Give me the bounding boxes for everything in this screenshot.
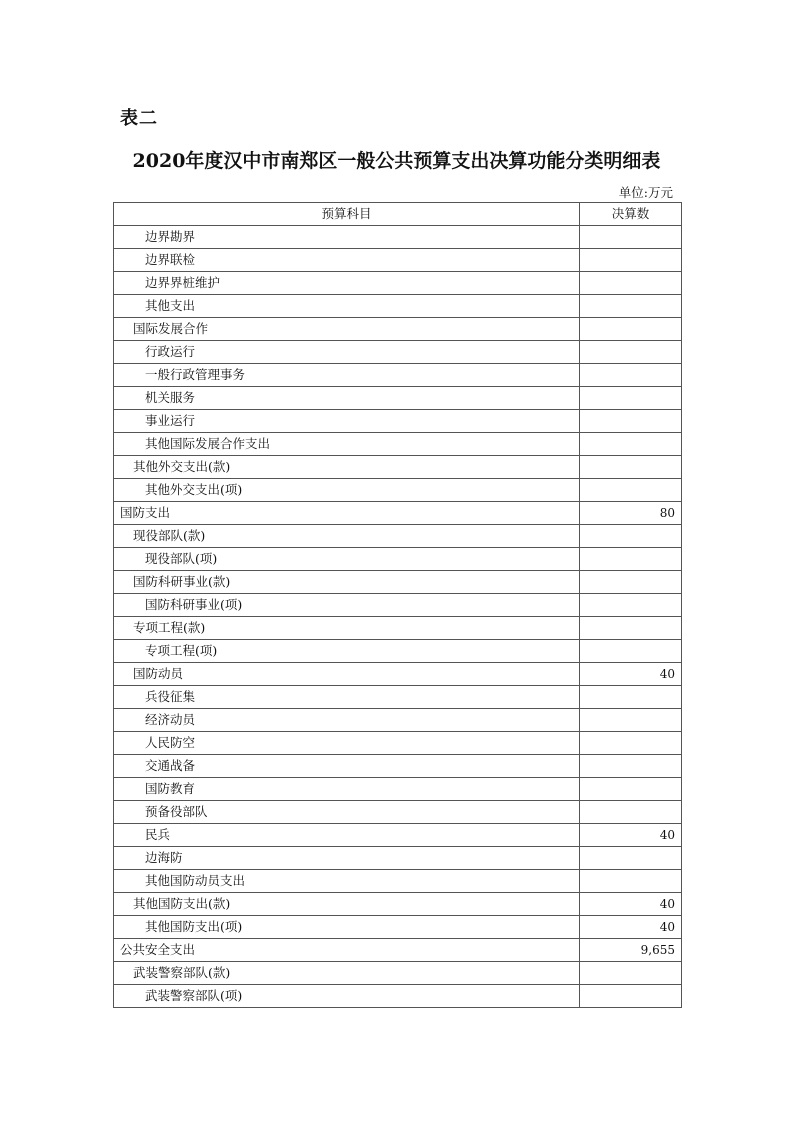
budget-item-name: 行政运行 xyxy=(114,341,580,364)
budget-item-name: 边界联检 xyxy=(114,249,580,272)
final-amount-value: 9,655 xyxy=(580,939,682,962)
unit-note: 单位:万元 xyxy=(618,185,673,200)
budget-item-name: 国际发展合作 xyxy=(114,318,580,341)
budget-item-name: 其他支出 xyxy=(114,295,580,318)
table-row xyxy=(114,824,682,847)
table-row xyxy=(114,893,682,916)
final-amount-value: 80 xyxy=(580,502,682,525)
budget-item-name: 专项工程(项) xyxy=(114,640,580,663)
budget-item-name: 其他国防支出(款) xyxy=(114,893,580,916)
budget-item-name: 其他国防支出(项) xyxy=(114,916,580,939)
table-row xyxy=(114,479,682,502)
table-row xyxy=(114,364,682,387)
budget-item-name: 其他国际发展合作支出 xyxy=(114,433,580,456)
final-amount-value xyxy=(580,410,682,433)
table-row xyxy=(114,985,682,1008)
final-amount-value xyxy=(580,387,682,410)
table-row xyxy=(114,387,682,410)
table-row xyxy=(114,640,682,663)
final-amount-value xyxy=(580,985,682,1008)
budget-item-name: 专项工程(款) xyxy=(114,617,580,640)
budget-item-name: 兵役征集 xyxy=(114,686,580,709)
budget-item-name: 武装警察部队(款) xyxy=(114,962,580,985)
table-row xyxy=(114,962,682,985)
budget-item-name: 国防科研事业(项) xyxy=(114,594,580,617)
final-amount-value: 40 xyxy=(580,916,682,939)
table-row xyxy=(114,755,682,778)
final-amount-value xyxy=(580,525,682,548)
final-amount-value xyxy=(580,571,682,594)
table-row xyxy=(114,341,682,364)
final-amount-value xyxy=(580,709,682,732)
budget-item-name: 国防支出 xyxy=(114,502,580,525)
final-amount-value: 40 xyxy=(580,824,682,847)
table-header-row xyxy=(114,203,682,226)
budget-item-name: 预备役部队 xyxy=(114,801,580,824)
budget-item-name: 一般行政管理事务 xyxy=(114,364,580,387)
budget-item-name: 其他外交支出(款) xyxy=(114,456,580,479)
table-row xyxy=(114,870,682,893)
final-amount-value xyxy=(580,778,682,801)
table-row xyxy=(114,502,682,525)
table-row xyxy=(114,686,682,709)
table-row xyxy=(114,272,682,295)
table-row xyxy=(114,295,682,318)
final-amount-value xyxy=(580,456,682,479)
table-row xyxy=(114,939,682,962)
budget-item-name: 现役部队(款) xyxy=(114,525,580,548)
budget-item-name: 边界界桩维护 xyxy=(114,272,580,295)
budget-item-name: 边海防 xyxy=(114,847,580,870)
budget-item-name: 边界勘界 xyxy=(114,226,580,249)
budget-expenditure-table xyxy=(113,202,682,1008)
table-row xyxy=(114,916,682,939)
final-amount-value xyxy=(580,755,682,778)
final-amount-value xyxy=(580,364,682,387)
budget-item-name: 民兵 xyxy=(114,824,580,847)
table-row xyxy=(114,571,682,594)
table-row xyxy=(114,456,682,479)
table-row xyxy=(114,847,682,870)
table-row xyxy=(114,525,682,548)
budget-item-name: 国防教育 xyxy=(114,778,580,801)
table-row xyxy=(114,709,682,732)
final-amount-value xyxy=(580,617,682,640)
document-title: 2020年度汉中市南郑区一般公共预算支出决算功能分类明细表 xyxy=(132,150,661,172)
budget-item-name: 武装警察部队(项) xyxy=(114,985,580,1008)
final-amount-value xyxy=(580,594,682,617)
final-amount-value xyxy=(580,226,682,249)
table-body xyxy=(114,226,682,1008)
table-row xyxy=(114,548,682,571)
column-header-final-amount: 决算数 xyxy=(580,203,682,226)
final-amount-value xyxy=(580,870,682,893)
table-row xyxy=(114,732,682,755)
final-amount-value xyxy=(580,847,682,870)
column-header-budget-item: 预算科目 xyxy=(114,203,580,226)
final-amount-value xyxy=(580,433,682,456)
table-row xyxy=(114,318,682,341)
budget-item-name: 其他外交支出(项) xyxy=(114,479,580,502)
budget-item-name: 人民防空 xyxy=(114,732,580,755)
final-amount-value xyxy=(580,249,682,272)
final-amount-value xyxy=(580,962,682,985)
table-row xyxy=(114,594,682,617)
final-amount-value xyxy=(580,479,682,502)
table-row xyxy=(114,410,682,433)
final-amount-value xyxy=(580,295,682,318)
final-amount-value xyxy=(580,318,682,341)
final-amount-value xyxy=(580,341,682,364)
table-row xyxy=(114,778,682,801)
final-amount-value: 40 xyxy=(580,663,682,686)
budget-item-name: 交通战备 xyxy=(114,755,580,778)
final-amount-value xyxy=(580,801,682,824)
table-row xyxy=(114,249,682,272)
budget-item-name: 公共安全支出 xyxy=(114,939,580,962)
budget-item-name: 国防科研事业(款) xyxy=(114,571,580,594)
budget-item-name: 国防动员 xyxy=(114,663,580,686)
table-row xyxy=(114,617,682,640)
final-amount-value xyxy=(580,686,682,709)
final-amount-value xyxy=(580,732,682,755)
final-amount-value: 40 xyxy=(580,893,682,916)
final-amount-value xyxy=(580,548,682,571)
table-row xyxy=(114,226,682,249)
table-row xyxy=(114,663,682,686)
table-row xyxy=(114,433,682,456)
table-number-label: 表二 xyxy=(120,108,158,129)
budget-item-name: 机关服务 xyxy=(114,387,580,410)
budget-item-name: 现役部队(项) xyxy=(114,548,580,571)
table-row xyxy=(114,801,682,824)
budget-item-name: 其他国防动员支出 xyxy=(114,870,580,893)
budget-item-name: 事业运行 xyxy=(114,410,580,433)
final-amount-value xyxy=(580,272,682,295)
final-amount-value xyxy=(580,640,682,663)
budget-item-name: 经济动员 xyxy=(114,709,580,732)
